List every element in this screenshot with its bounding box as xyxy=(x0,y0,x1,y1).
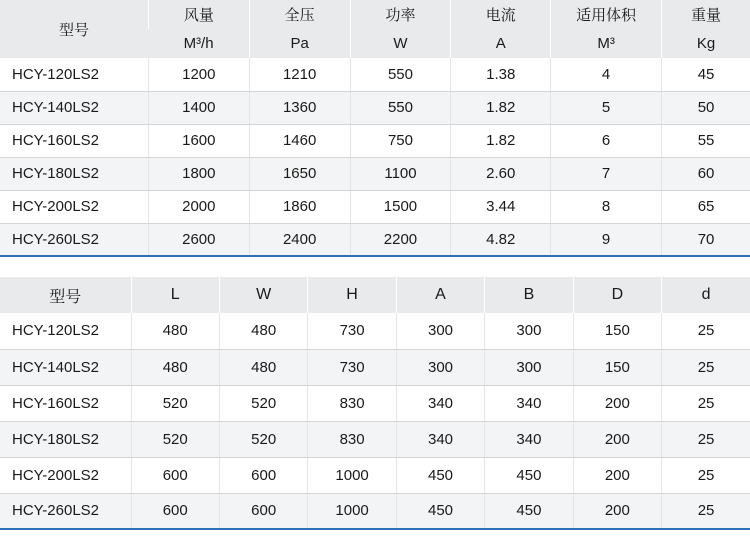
table-row xyxy=(0,385,750,421)
table-row xyxy=(0,457,750,493)
cell-weight: 65 xyxy=(662,190,750,223)
cell-d-lower: 25 xyxy=(662,457,750,493)
cell-airflow: 2000 xyxy=(148,190,249,223)
cell-current: 1.82 xyxy=(451,91,551,124)
cell-h: 830 xyxy=(308,421,396,457)
cell-total-pressure: 1210 xyxy=(249,58,350,91)
cell-model: HCY-180LS2 xyxy=(0,421,131,457)
performance-spec-table xyxy=(0,0,750,257)
cell-h: 1000 xyxy=(308,457,396,493)
cell-total-pressure: 1460 xyxy=(249,124,350,157)
cell-l: 600 xyxy=(131,457,219,493)
performance-table-head xyxy=(0,0,750,58)
cell-l: 600 xyxy=(131,493,219,529)
cell-a: 340 xyxy=(396,421,484,457)
cell-weight: 45 xyxy=(662,58,750,91)
cell-power: 750 xyxy=(350,124,451,157)
cell-airflow: 1800 xyxy=(148,157,249,190)
cell-weight: 50 xyxy=(662,91,750,124)
cell-model: HCY-160LS2 xyxy=(0,385,131,421)
header-cell-w: W xyxy=(219,277,307,313)
cell-model: HCY-180LS2 xyxy=(0,157,148,190)
cell-airflow: 1200 xyxy=(148,58,249,91)
header-cell-current: 电流 xyxy=(451,0,551,29)
cell-power: 550 xyxy=(350,58,451,91)
cell-w: 480 xyxy=(219,313,307,349)
table-row xyxy=(0,313,750,349)
unit-cell-applicable-volume: M³ xyxy=(551,29,662,58)
cell-h: 730 xyxy=(308,349,396,385)
unit-cell-weight: Kg xyxy=(662,29,750,58)
cell-total-pressure: 1650 xyxy=(249,157,350,190)
header-cell-d-upper: D xyxy=(573,277,661,313)
cell-d-upper: 200 xyxy=(573,493,661,529)
cell-h: 830 xyxy=(308,385,396,421)
cell-b: 300 xyxy=(485,349,573,385)
cell-w: 520 xyxy=(219,421,307,457)
performance-table-body xyxy=(0,58,750,256)
cell-b: 300 xyxy=(485,313,573,349)
cell-w: 600 xyxy=(219,493,307,529)
cell-l: 520 xyxy=(131,421,219,457)
header-cell-model: 型号 xyxy=(0,277,131,313)
cell-b: 450 xyxy=(485,493,573,529)
cell-d-upper: 200 xyxy=(573,385,661,421)
unit-cell-power: W xyxy=(350,29,451,58)
cell-d-upper: 200 xyxy=(573,457,661,493)
header-cell-power: 功率 xyxy=(350,0,451,29)
cell-power: 1500 xyxy=(350,190,451,223)
cell-l: 520 xyxy=(131,385,219,421)
table-row xyxy=(0,421,750,457)
header-cell-d-lower: d xyxy=(662,277,750,313)
cell-a: 300 xyxy=(396,349,484,385)
header-cell-airflow: 风量 xyxy=(148,0,249,29)
cell-d-lower: 25 xyxy=(662,493,750,529)
table-row xyxy=(0,124,750,157)
cell-model: HCY-160LS2 xyxy=(0,124,148,157)
header-cell-model: 型号 xyxy=(0,0,148,58)
cell-power: 2200 xyxy=(350,223,451,256)
table-row xyxy=(0,223,750,256)
cell-a: 450 xyxy=(396,457,484,493)
cell-h: 1000 xyxy=(308,493,396,529)
header-cell-applicable-volume: 适用体积 xyxy=(551,0,662,29)
cell-airflow: 1600 xyxy=(148,124,249,157)
header-row-dimensions xyxy=(0,277,750,313)
table-gap-divider xyxy=(0,257,750,277)
cell-applicable-volume: 7 xyxy=(551,157,662,190)
cell-d-lower: 25 xyxy=(662,349,750,385)
cell-d-upper: 200 xyxy=(573,421,661,457)
cell-total-pressure: 1360 xyxy=(249,91,350,124)
cell-model: HCY-200LS2 xyxy=(0,190,148,223)
cell-w: 600 xyxy=(219,457,307,493)
cell-total-pressure: 2400 xyxy=(249,223,350,256)
cell-model: HCY-260LS2 xyxy=(0,223,148,256)
cell-l: 480 xyxy=(131,313,219,349)
cell-h: 730 xyxy=(308,313,396,349)
cell-d-lower: 25 xyxy=(662,313,750,349)
unit-cell-airflow: M³/h xyxy=(148,29,249,58)
header-cell-weight: 重量 xyxy=(662,0,750,29)
table-row xyxy=(0,157,750,190)
cell-model: HCY-140LS2 xyxy=(0,91,148,124)
cell-total-pressure: 1860 xyxy=(249,190,350,223)
cell-weight: 70 xyxy=(662,223,750,256)
cell-b: 450 xyxy=(485,457,573,493)
cell-current: 2.60 xyxy=(451,157,551,190)
cell-model: HCY-140LS2 xyxy=(0,349,131,385)
cell-d-lower: 25 xyxy=(662,385,750,421)
cell-applicable-volume: 8 xyxy=(551,190,662,223)
cell-current: 1.38 xyxy=(451,58,551,91)
header-cell-a: A xyxy=(396,277,484,313)
cell-applicable-volume: 5 xyxy=(551,91,662,124)
cell-weight: 60 xyxy=(662,157,750,190)
dimension-table-head xyxy=(0,277,750,313)
dimension-spec-table xyxy=(0,277,750,530)
cell-w: 520 xyxy=(219,385,307,421)
cell-current: 3.44 xyxy=(451,190,551,223)
cell-a: 450 xyxy=(396,493,484,529)
cell-power: 1100 xyxy=(350,157,451,190)
cell-d-lower: 25 xyxy=(662,421,750,457)
unit-cell-total-pressure: Pa xyxy=(249,29,350,58)
table-row xyxy=(0,58,750,91)
cell-b: 340 xyxy=(485,385,573,421)
cell-power: 550 xyxy=(350,91,451,124)
header-cell-h: H xyxy=(308,277,396,313)
header-cell-l: L xyxy=(131,277,219,313)
dimension-table-body xyxy=(0,313,750,529)
cell-applicable-volume: 6 xyxy=(551,124,662,157)
unit-cell-current: A xyxy=(451,29,551,58)
header-cell-b: B xyxy=(485,277,573,313)
header-cell-total-pressure: 全压 xyxy=(249,0,350,29)
table-row xyxy=(0,493,750,529)
cell-model: HCY-120LS2 xyxy=(0,313,131,349)
cell-weight: 55 xyxy=(662,124,750,157)
cell-d-upper: 150 xyxy=(573,313,661,349)
cell-model: HCY-120LS2 xyxy=(0,58,148,91)
cell-applicable-volume: 4 xyxy=(551,58,662,91)
cell-airflow: 2600 xyxy=(148,223,249,256)
cell-l: 480 xyxy=(131,349,219,385)
cell-d-upper: 150 xyxy=(573,349,661,385)
cell-a: 340 xyxy=(396,385,484,421)
cell-model: HCY-200LS2 xyxy=(0,457,131,493)
cell-current: 4.82 xyxy=(451,223,551,256)
cell-applicable-volume: 9 xyxy=(551,223,662,256)
cell-model: HCY-260LS2 xyxy=(0,493,131,529)
table-row xyxy=(0,190,750,223)
cell-w: 480 xyxy=(219,349,307,385)
cell-airflow: 1400 xyxy=(148,91,249,124)
header-row-names xyxy=(0,0,750,29)
cell-b: 340 xyxy=(485,421,573,457)
cell-current: 1.82 xyxy=(451,124,551,157)
cell-a: 300 xyxy=(396,313,484,349)
table-row xyxy=(0,91,750,124)
table-row xyxy=(0,349,750,385)
